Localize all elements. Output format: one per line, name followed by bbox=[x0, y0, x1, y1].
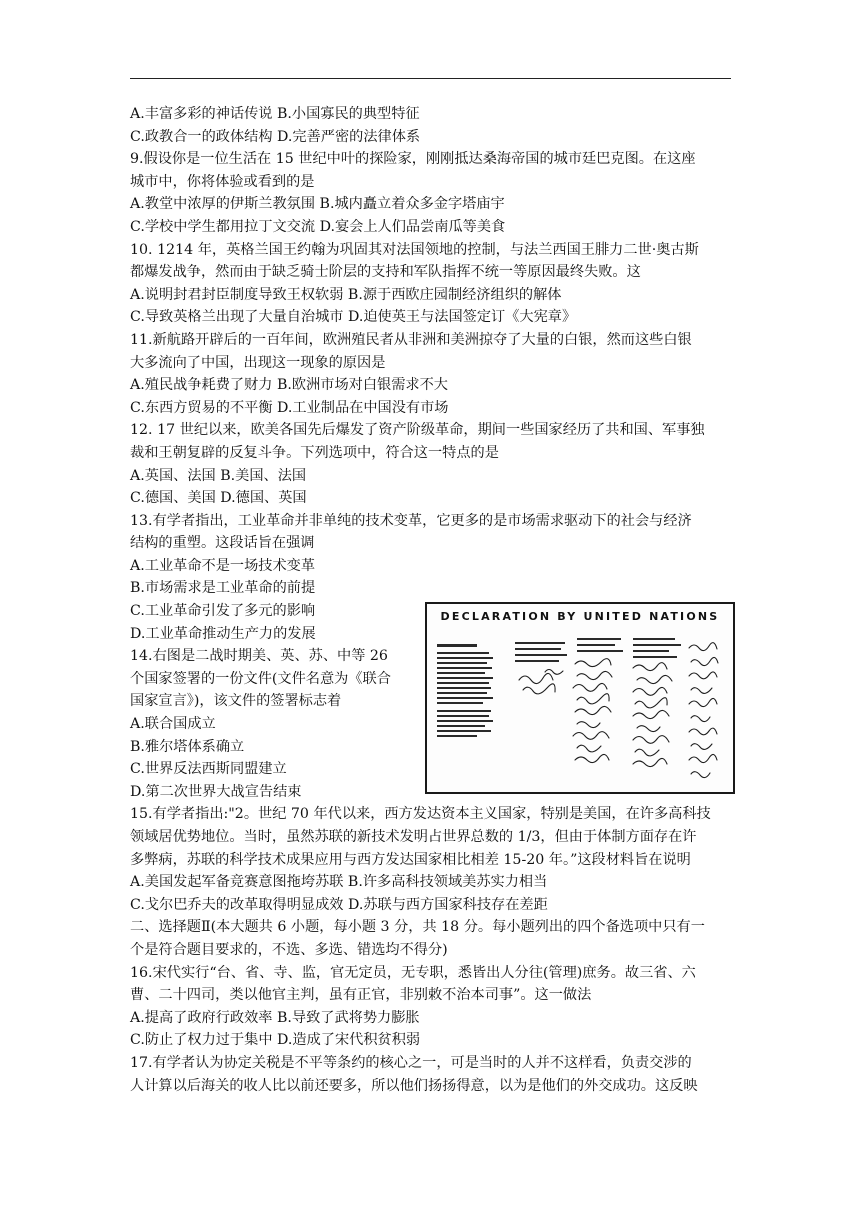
text-line: 曹、二十四司，类以他官主判，虽有正官，非别敕不治本司事”。这一做法 bbox=[130, 987, 592, 1004]
text-line: 大多流向了中国，出现这一现象的原因是 bbox=[130, 354, 386, 371]
declaration-figure bbox=[425, 602, 735, 794]
text-line: C.学校中学生都用拉丁文交流 D.宴会上人们品尝南瓜等美食 bbox=[130, 218, 506, 235]
text-line: D.工业革命推动生产力的发展 bbox=[130, 625, 316, 642]
text-line: B.市场需求是工业革命的前提 bbox=[130, 580, 316, 597]
text-line: A.联合国成立 bbox=[130, 716, 216, 733]
text-line: C.德国、美国 D.德国、英国 bbox=[130, 490, 307, 507]
text-line: 都爆发战争，然而由于缺乏骑士阶层的支持和军队指挥不统一等原因最终失败。这 bbox=[130, 264, 641, 281]
text-line: 13.有学者指出，工业革命并非单纯的技术变革，它更多的是市场需求驱动下的社会与经济 bbox=[130, 512, 692, 529]
text-line: 15.有学者指出:"2。世纪 70 年代以来，西方发达资本主义国家，特别是美国，在许多高科技 bbox=[130, 806, 711, 823]
text-line: 12. 17 世纪以来，欧美各国先后爆发了资产阶级革命，期间一些国家经历了共和国、军事独 bbox=[130, 422, 705, 439]
text-line: 城市中，你将体验或看到的是 bbox=[130, 173, 315, 190]
text-line: C.戈尔巴乔夫的改革取得明显成效 D.苏联与西方国家科技存在差距 bbox=[130, 896, 548, 913]
text-line: D.第二次世界大战宣告结束 bbox=[130, 783, 302, 800]
text-line: 9.假设你是一位生活在 15 世纪中叶的探险家，刚刚抵达桑海帝国的城市廷巴克图。在这座 bbox=[130, 151, 696, 168]
text-line: 裁和王朝复辟的反复斗争。下列选项中，符合这一特点的是 bbox=[130, 444, 499, 461]
exam-text bbox=[130, 103, 735, 1097]
text-line: 16.宋代实行“台、省、寺、监，官无定员，无专职，悉皆出人分往(管理)庶务。故三省、六 bbox=[130, 964, 696, 981]
text-line: 个国家签署的一份文件(文件名意为《联合 bbox=[130, 670, 391, 687]
text-line: A.提高了政府行政效率 B.导致了武将势力膨胀 bbox=[130, 1009, 420, 1026]
figure-title: DECLARATION BY UNITED NATIONS bbox=[440, 610, 720, 623]
text-line: A.丰富多彩的神话传说 B.小国寡民的典型特征 bbox=[130, 106, 420, 122]
text-line: A.教堂中浓厚的伊斯兰教氛围 B.城内矗立着众多金字塔庙宇 bbox=[130, 196, 505, 213]
text-line: C.东西方贸易的不平衡 D.工业制品在中国没有市场 bbox=[130, 399, 449, 416]
text-line: 二、选择题Ⅱ(本大题共 6 小题，每小题 3 分，共 18 分。每小题列出的四个备选项中只有一 bbox=[130, 919, 705, 936]
text-line: A.工业革命不是一场技术变革 bbox=[130, 557, 316, 574]
text-line: A.说明封君封臣制度导致王权软弱 B.源于西欧庄园制经济组织的解体 bbox=[130, 286, 562, 303]
text-line: 人计算以后海关的收人比以前还要多，所以他们扬扬得意，以为是他们的外交成功。这反映 bbox=[130, 1077, 698, 1094]
text-line: 10. 1214 年，英格兰国王约翰为巩固其对法国领地的控制，与法兰西国王腓力二世·奥古斯 bbox=[130, 241, 699, 258]
text-line: C.世界反法西斯同盟建立 bbox=[130, 761, 287, 778]
text-line: 个是符合题目要求的，不选、多选、错选均不得分) bbox=[130, 941, 448, 958]
text-line: C.导致英格兰出现了大量自治城市 D.迫使英王与法国签定订《大宪章》 bbox=[130, 309, 577, 326]
text-line: C.工业革命引发了多元的影响 bbox=[130, 603, 316, 620]
header-rule bbox=[130, 78, 731, 79]
text-line: 国家宣言》)，该文件的签署标志着 bbox=[130, 693, 342, 710]
document-scan-image bbox=[427, 604, 733, 792]
text-line: 17.有学者认为协定关税是不平等条约的核心之一，可是当时的人并不这样看，负责交涉的 bbox=[130, 1054, 692, 1071]
text-line: C.政教合一的政体结构 D.完善严密的法律体系 bbox=[130, 128, 421, 145]
text-line: 领域居优势地位。当时，虽然苏联的新技术发明占世界总数的 1/3，但由于体制方面存在许 bbox=[130, 829, 697, 845]
text-line: 结构的重塑。这段话旨在强调 bbox=[130, 535, 315, 552]
text-line: A.殖民战争耗费了财力 B.欧洲市场对白银需求不大 bbox=[130, 377, 448, 394]
text-line: A.英国、法国 B.美国、法国 bbox=[130, 467, 307, 484]
text-line: C.防止了权力过于集中 D.造成了宋代积贫积弱 bbox=[130, 1032, 421, 1049]
text-line: B.雅尔塔体系确立 bbox=[130, 738, 245, 755]
text-line: 多弊病，苏联的科学技术成果应用与西方发达国家相比相差 15-20 年。”这段材料旨在说明 bbox=[130, 851, 691, 868]
text-line: 11.新航路开辟后的一百年间，欧洲殖民者从非洲和美洲掠夺了大量的白银，然而这些白银 bbox=[130, 331, 692, 348]
text-line: 14.右图是二战时期美、英、苏、中等 26 bbox=[130, 648, 388, 665]
text-line: A.美国发起军备竞赛意图拖垮苏联 B.许多高科技领域美苏实力相当 bbox=[130, 874, 548, 891]
